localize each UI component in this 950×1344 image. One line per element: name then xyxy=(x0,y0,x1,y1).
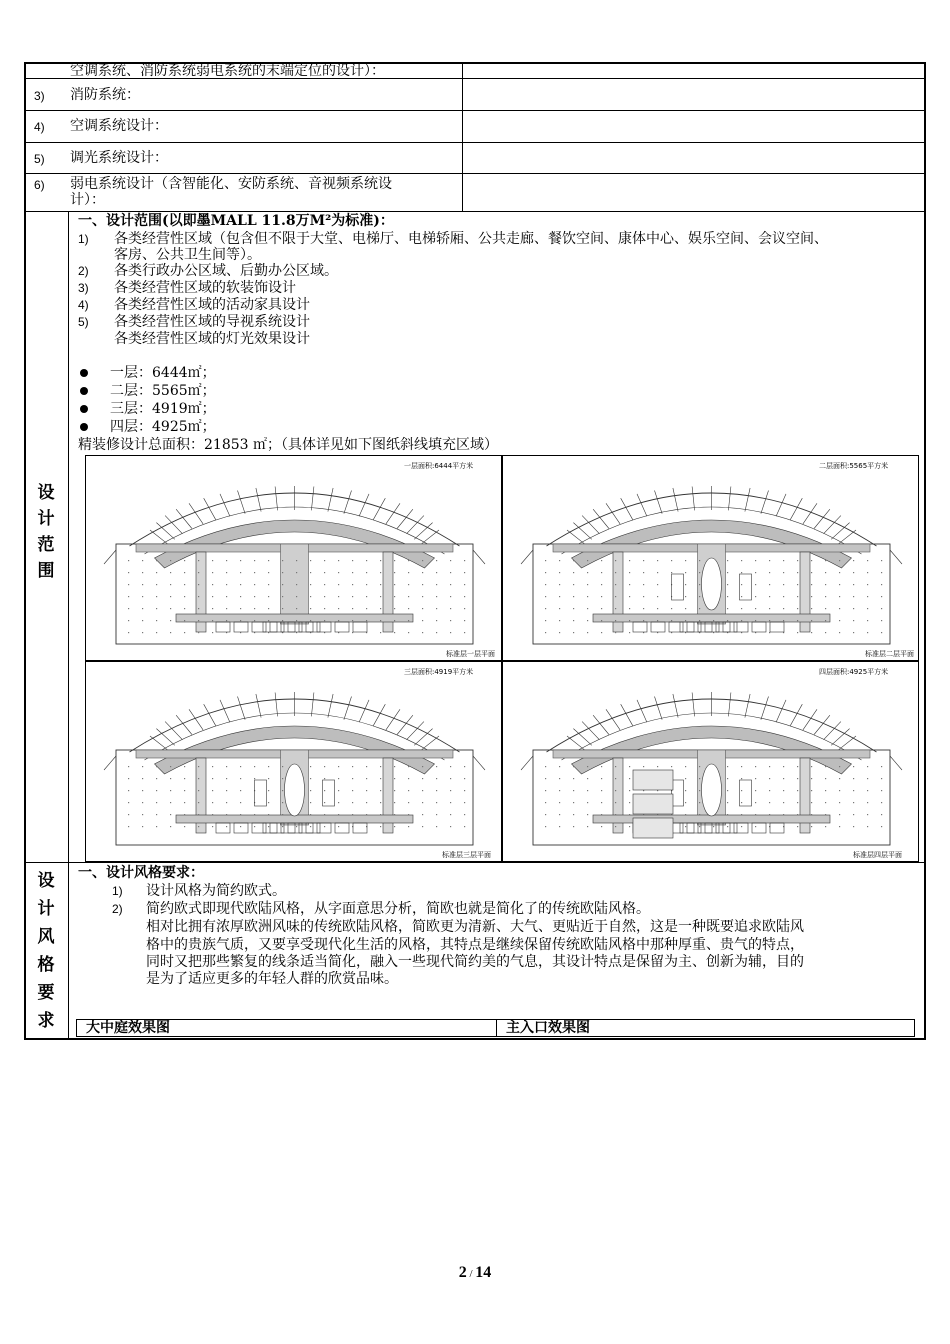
plan-area-label: 一层面积:6444平方米 xyxy=(404,462,474,470)
floor-plan-drawing xyxy=(503,662,919,862)
style-item: 简约欧式即现代欧陆风格，从字面意思分析，简欧也就是简化了的传统欧陆风格。 xyxy=(146,901,650,917)
row-number: 4) xyxy=(34,120,45,134)
row-text-continued: 计）： xyxy=(70,192,105,208)
effect-label-entrance: 主入口效果图 xyxy=(506,1020,590,1036)
label-char: 设 xyxy=(37,483,55,503)
floor-plan-drawing xyxy=(86,662,502,862)
row-divider xyxy=(24,142,926,143)
style-paragraph-line: 相对比拥有浓厚欧洲风味的传统欧陆风格，简欧更为清新、大气、更贴近于自然，这是一种既要追求欧陆风 xyxy=(146,919,804,935)
plan-area-label: 四层面积:4925平方米 xyxy=(819,668,889,676)
row-text: 弱电系统设计（含智能化、安防系统、音视频系统设 xyxy=(70,176,392,192)
floor-plan-4 xyxy=(502,661,919,862)
total-area: 精装修设计总面积：21853 ㎡；（具体详见如下图纸斜线填充区域） xyxy=(78,437,498,453)
item-number: 1) xyxy=(112,884,123,898)
label-char: 要 xyxy=(37,983,55,1003)
floor-area: 四层：4925㎡； xyxy=(110,419,216,435)
row-divider xyxy=(24,110,926,111)
table-border-bottom xyxy=(24,1038,926,1040)
table-border-right xyxy=(924,62,926,1039)
label-char: 计 xyxy=(37,509,55,529)
item-number: 2) xyxy=(78,264,89,278)
row-divider xyxy=(24,173,926,174)
scope-item: 各类经营性区域的软装饰设计 xyxy=(114,280,296,296)
effect-label-atrium: 大中庭效果图 xyxy=(86,1020,170,1036)
row-text: 空调系统设计： xyxy=(70,118,168,134)
style-item: 设计风格为简约欧式。 xyxy=(146,883,286,899)
row-number: 6) xyxy=(34,178,45,192)
floor-plan-2 xyxy=(502,455,919,661)
style-side-label xyxy=(26,866,66,1034)
label-char: 围 xyxy=(37,561,55,581)
total-pages: 14 xyxy=(475,1264,492,1281)
style-paragraph-line: 同时又把那些繁复的线条适当简化，融入一些现代简约美的气息，其设计特点是保留为主、创新为辅，目的 xyxy=(146,954,804,970)
row-divider xyxy=(24,211,926,212)
item-number: 3) xyxy=(78,281,89,295)
bullet-icon xyxy=(80,405,88,413)
scope-item-continued: 客房、公共卫生间等）。 xyxy=(114,247,261,263)
plan-caption: 标准层一层平面 xyxy=(446,650,495,658)
style-paragraph-line: 是为了适应更多的年轻人群的欣赏品味。 xyxy=(146,971,398,987)
label-char: 格 xyxy=(37,955,55,975)
floor-area: 二层：5565㎡； xyxy=(110,383,216,399)
scope-item: 各类经营性区域（包含但不限于大堂、电梯厅、电梯轿厢、公共走廊、餐饮空间、康体中心、娱乐空间、会议空间、 xyxy=(114,231,828,247)
label-char: 设 xyxy=(37,871,55,891)
plan-caption: 标准层四层平面 xyxy=(853,851,902,859)
bullet-icon xyxy=(80,369,88,377)
plan-area-label: 二层面积:5565平方米 xyxy=(819,462,889,470)
label-char: 计 xyxy=(37,899,55,919)
scope-item: 各类行政办公区域、后勤办公区域。 xyxy=(114,263,338,279)
plan-caption: 标准层二层平面 xyxy=(865,650,914,658)
floor-area: 一层：6444㎡； xyxy=(110,365,216,381)
plan-area-label: 三层面积:4919平方米 xyxy=(404,668,474,676)
item-number: 5) xyxy=(78,315,89,329)
scope-item: 各类经营性区域的导视系统设计 xyxy=(114,314,310,330)
page-separator: / xyxy=(466,1268,476,1280)
bullet-icon xyxy=(80,423,88,431)
bullet-icon xyxy=(80,387,88,395)
row-text: 调光系统设计： xyxy=(70,150,168,166)
floor-plan-drawing xyxy=(503,456,919,661)
row-number: 5) xyxy=(34,152,45,166)
scope-side-label xyxy=(26,478,66,582)
column-divider xyxy=(68,211,69,1038)
item-number: 1) xyxy=(78,232,89,246)
current-page: 2 xyxy=(458,1264,467,1281)
column-divider xyxy=(496,1019,497,1037)
floor-plan-3 xyxy=(85,661,502,862)
row-text: 空调系统、消防系统弱电系统的末端定位的设计）： xyxy=(70,63,385,79)
plan-caption: 标准层三层平面 xyxy=(442,851,491,859)
style-heading: 一、设计风格要求： xyxy=(78,865,204,881)
scope-item: 各类经营性区域的灯光效果设计 xyxy=(114,331,310,347)
item-number: 4) xyxy=(78,298,89,312)
row-number: 3) xyxy=(34,89,45,103)
row-divider xyxy=(24,862,926,863)
label-char: 范 xyxy=(37,535,55,555)
label-char: 风 xyxy=(37,927,55,947)
floor-area: 三层：4919㎡； xyxy=(110,401,216,417)
scope-item: 各类经营性区域的活动家具设计 xyxy=(114,297,310,313)
scope-heading: 一、设计范围(以即墨MALL 11.8万M²为标准)： xyxy=(78,213,394,229)
floor-plan-drawing xyxy=(86,456,502,661)
row-text: 消防系统： xyxy=(70,87,140,103)
style-paragraph-line: 格中的贵族气质，又要享受现代化生活的风格，其特点是继续保留传统欧陆风格中那种厚重、贵气的特点， xyxy=(146,937,804,953)
column-divider xyxy=(462,62,463,211)
floor-plan-1 xyxy=(85,455,502,661)
page-number xyxy=(0,1264,950,1282)
item-number: 2) xyxy=(112,902,123,916)
label-char: 求 xyxy=(37,1011,55,1031)
